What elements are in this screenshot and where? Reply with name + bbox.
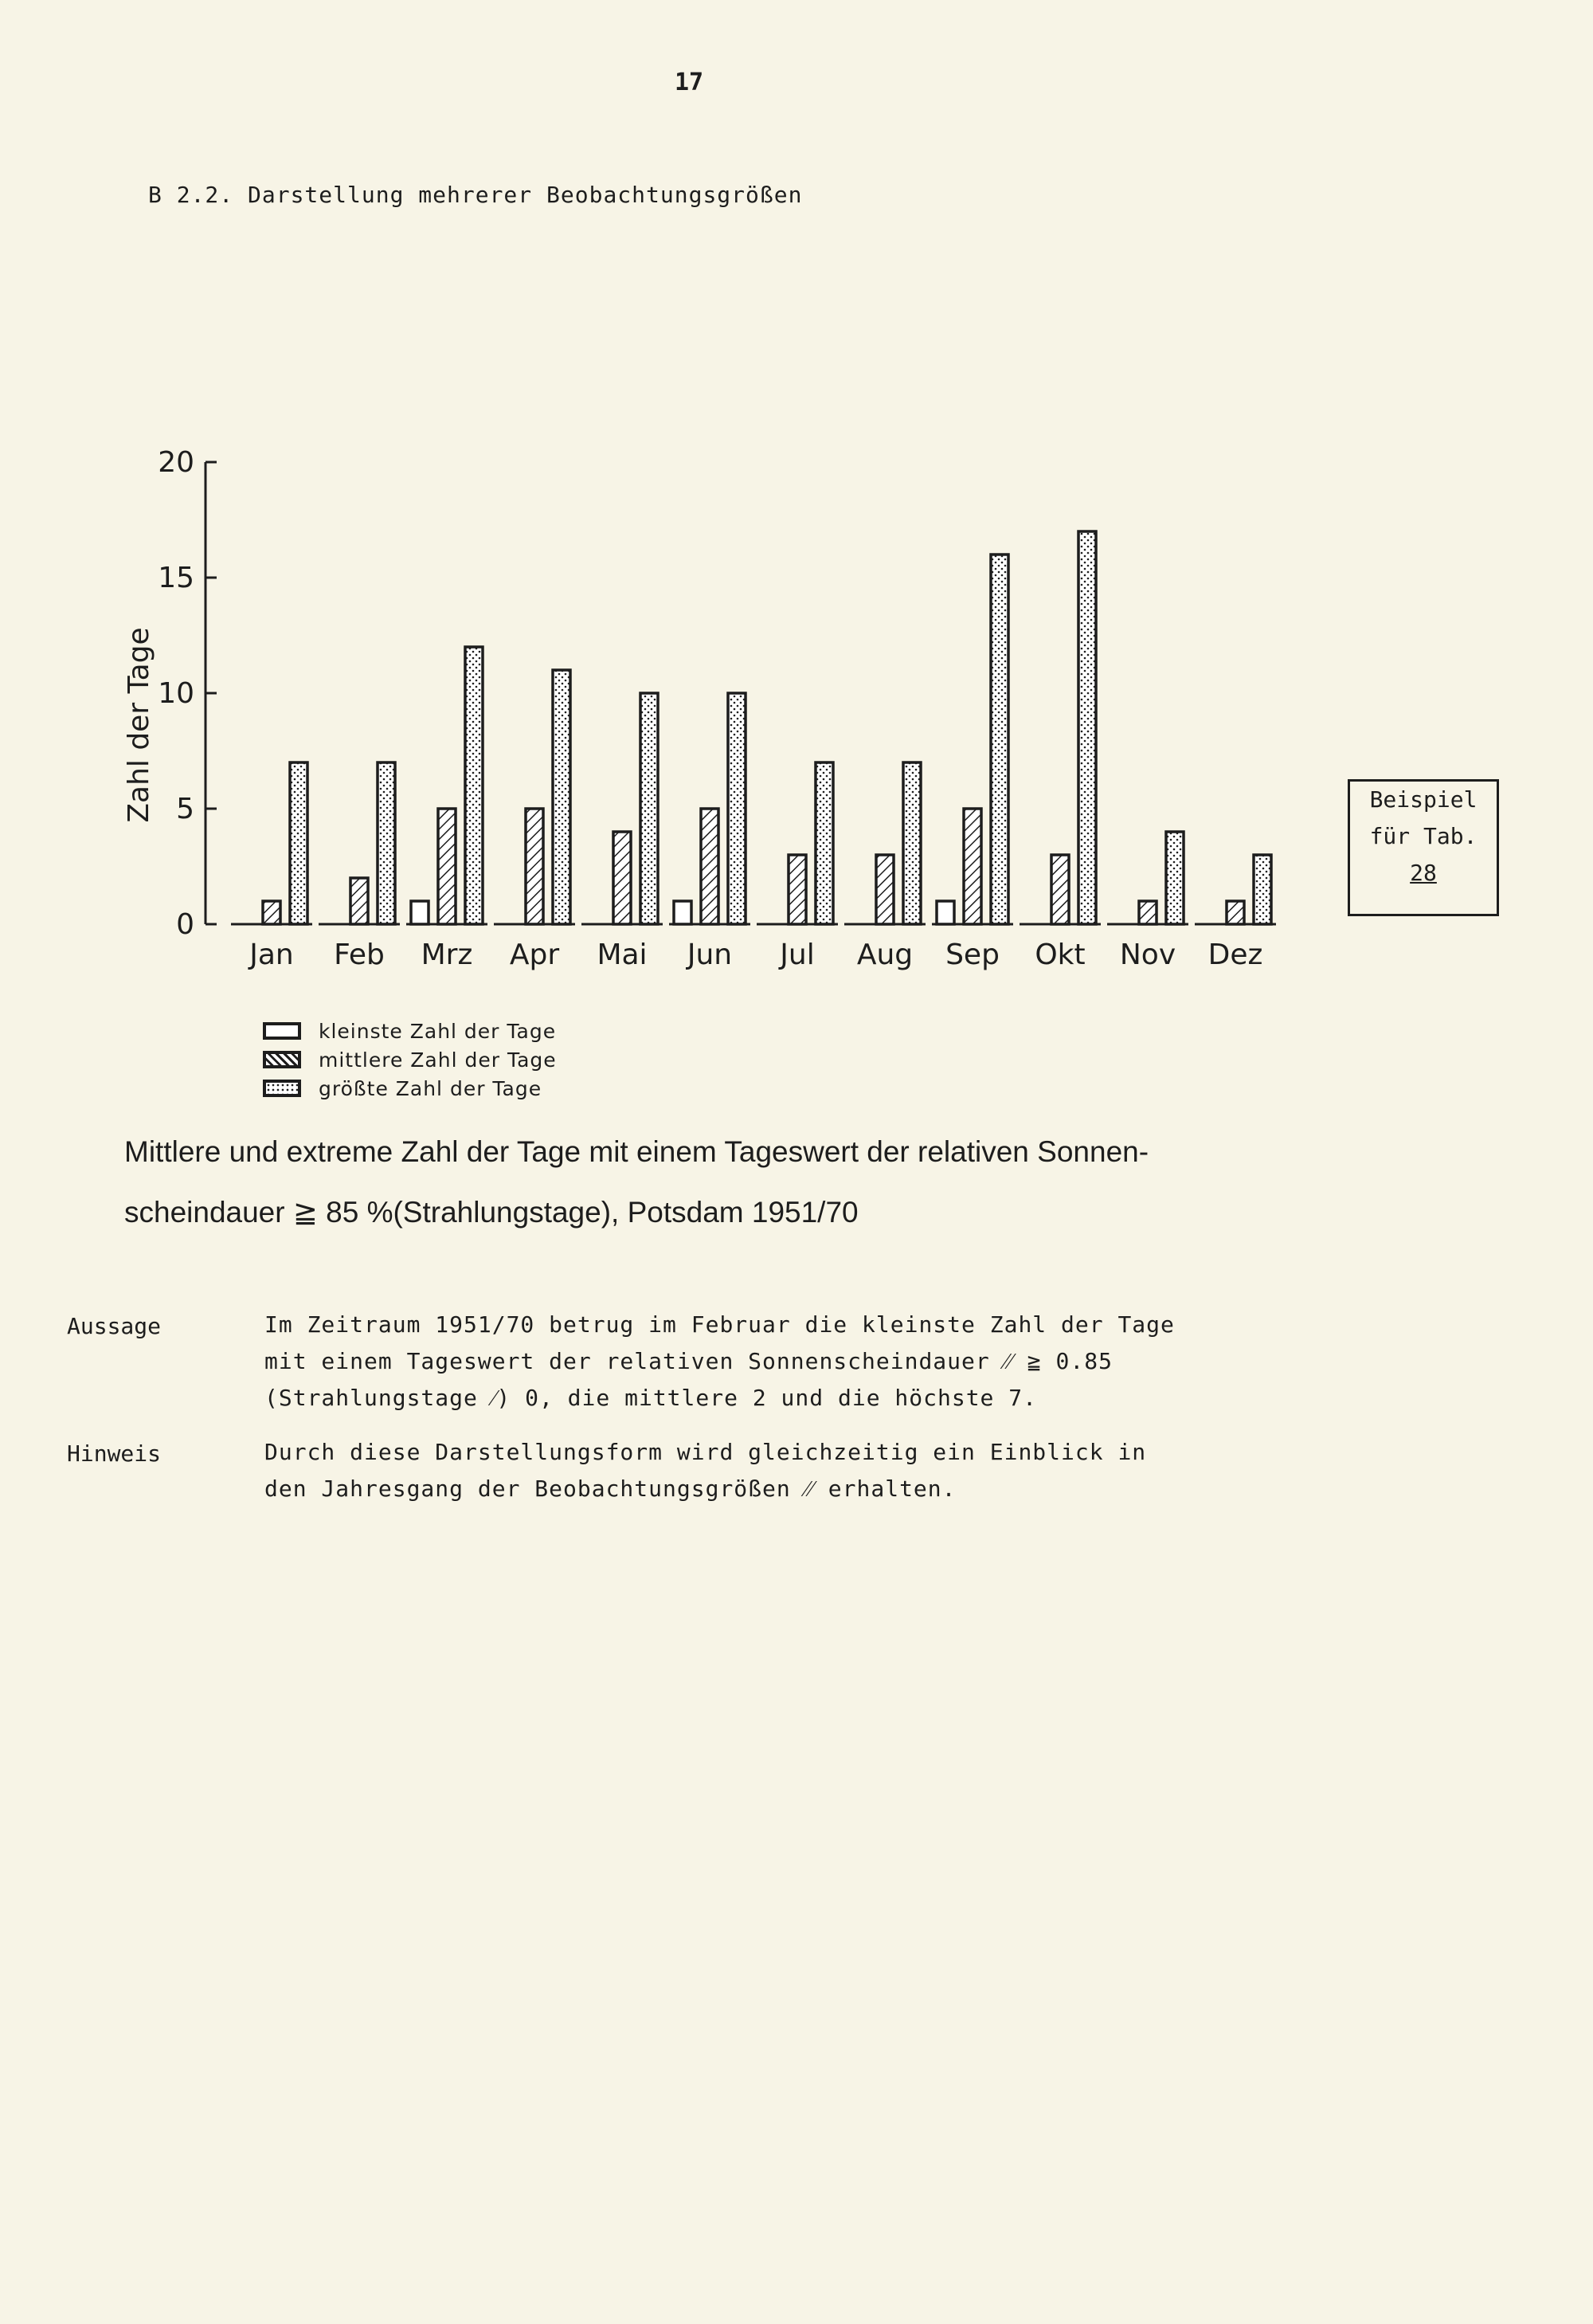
bar-hatched [613, 832, 631, 924]
bar-dotted [1254, 855, 1271, 924]
note-line: Im Zeitraum 1951/70 betrug im Februar die kleinste Zahl der Tage [264, 1311, 1175, 1338]
legend-swatch-hatched [263, 1051, 301, 1068]
y-tick-label: 0 [176, 908, 194, 941]
bar-dotted [378, 762, 395, 924]
legend-text: mittlere Zahl der Tage [319, 1048, 557, 1072]
bar-hatched [526, 809, 543, 924]
legend-text: größte Zahl der Tage [319, 1076, 542, 1100]
chart-bars [263, 531, 1271, 924]
bar-dotted [1166, 832, 1184, 924]
bar-dotted [903, 762, 921, 924]
bar-hatched [350, 878, 368, 924]
y-tick-label: 15 [158, 562, 194, 594]
bar-hatched [789, 855, 806, 924]
chart-legend [263, 1017, 557, 1103]
x-tick-label: Feb [334, 939, 385, 971]
reference-line-2: für Tab. [1369, 823, 1478, 849]
legend-text: kleinste Zahl der Tage [319, 1019, 557, 1043]
section-heading: B 2.2. Darstellung mehrerer Beobachtungsgrößen [148, 182, 803, 208]
bar-dotted [640, 693, 658, 924]
bar-dotted [816, 762, 833, 924]
bar-hatched [438, 809, 456, 924]
x-tick-label: Jul [780, 939, 815, 971]
x-tick-label: Mrz [421, 939, 473, 971]
reference-line-1: Beispiel [1369, 786, 1478, 813]
y-tick-label: 10 [158, 677, 194, 710]
page-number: 17 [674, 69, 704, 96]
figure-caption [124, 1122, 1279, 1243]
note-line: mit einem Tageswert der relativen Sonnenscheindauer ⁄⁄ ≧ 0.85 [264, 1348, 1113, 1374]
bar-empty [674, 901, 691, 924]
x-tick-label: Nov [1119, 939, 1176, 971]
legend-swatch-dotted [263, 1080, 301, 1097]
bar-hatched [701, 809, 718, 924]
legend-swatch-empty [263, 1022, 301, 1040]
note-text-aussage [264, 1307, 1300, 1417]
x-tick-label: Aug [856, 939, 914, 971]
x-tick-label: Mai [597, 939, 648, 971]
bar-hatched [964, 809, 981, 924]
y-axis-title: Zahl der Tage [123, 627, 155, 823]
caption-line-1: Mittlere und extreme Zahl der Tage mit einem Tageswert der relativen Sonnen- [124, 1135, 1149, 1168]
bar-hatched [1139, 901, 1157, 924]
bar-dotted [991, 555, 1008, 924]
bar-dotted [553, 670, 570, 924]
bar-dotted [1078, 531, 1096, 924]
x-tick-label: Okt [1035, 939, 1086, 971]
reference-number: 28 [1410, 860, 1437, 886]
legend-item-mid [263, 1045, 557, 1074]
x-tick-label: Apr [509, 939, 560, 971]
x-tick-label: Dez [1207, 939, 1263, 971]
note-text-hinweis [264, 1434, 1300, 1507]
x-tick-label: Sep [945, 939, 1000, 971]
note-line: den Jahresgang der Beobachtungsgrößen ⁄⁄ erhalten. [264, 1476, 957, 1502]
bar-empty [937, 901, 954, 924]
bar-empty [411, 901, 429, 924]
bar-dotted [728, 693, 746, 924]
bar-dotted [465, 647, 483, 924]
caption-line-2: scheindauer ≧ 85 %(Strahlungstage), Potsdam 1951/70 [124, 1196, 859, 1229]
note-line: (Strahlungstage ⁄) 0, die mittlere 2 und die höchste 7. [264, 1385, 1037, 1411]
legend-item-max [263, 1074, 557, 1103]
note-line: Durch diese Darstellungsform wird gleichzeitig ein Einblick in [264, 1439, 1147, 1465]
legend-item-small [263, 1017, 557, 1045]
bar-hatched [263, 901, 280, 924]
bar-hatched [1051, 855, 1069, 924]
bar-hatched [1227, 901, 1244, 924]
reference-box [1348, 779, 1499, 916]
bar-hatched [876, 855, 894, 924]
bar-dotted [290, 762, 307, 924]
y-tick-label: 5 [176, 793, 194, 825]
x-tick-label: Jan [249, 939, 294, 971]
note-label-hinweis: Hinweis [67, 1440, 162, 1467]
note-label-aussage: Aussage [67, 1313, 162, 1339]
y-tick-label: 20 [158, 446, 194, 479]
x-tick-label: Jun [687, 939, 733, 971]
